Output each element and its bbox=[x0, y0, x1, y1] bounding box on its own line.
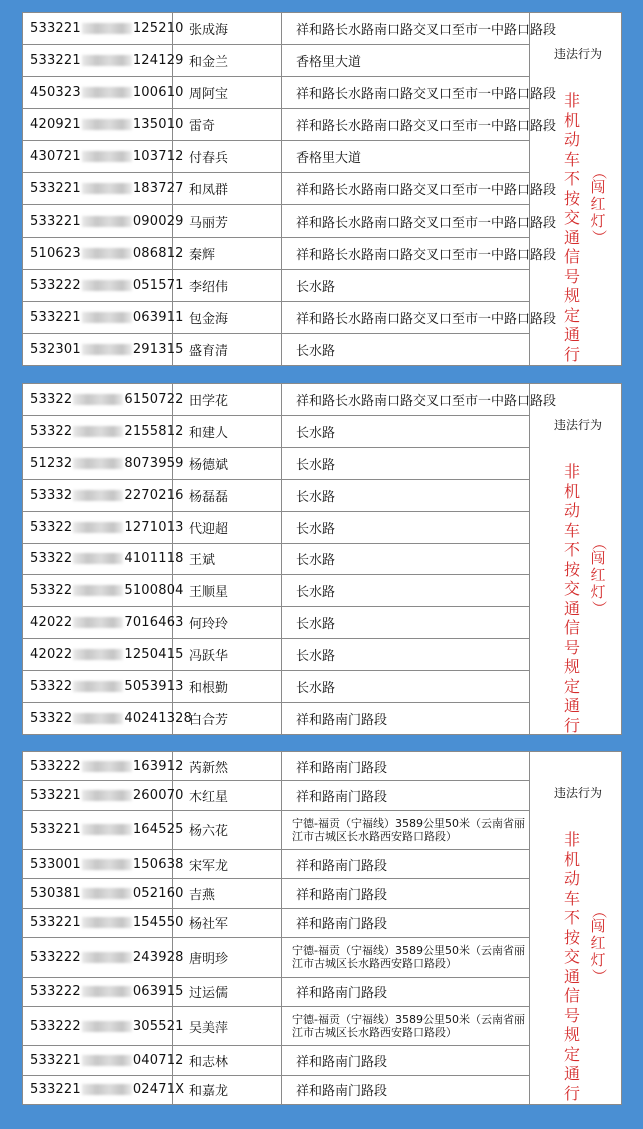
id-number-cell bbox=[23, 781, 184, 810]
location-cell: 宁德-福贡（宁福线）3589公里50米（云南省丽江市古城区长水路西安路口路段） bbox=[282, 937, 530, 977]
record-panel-3 bbox=[22, 751, 622, 1105]
location-cell: 祥和路南门路段 bbox=[282, 703, 530, 735]
name-cell: 杨德斌 bbox=[173, 447, 282, 479]
id-prefix: 42022 bbox=[30, 615, 73, 631]
name-cell: 和根勤 bbox=[173, 671, 282, 703]
id-redaction-blur bbox=[73, 617, 123, 628]
location-cell: 祥和路南门路段 bbox=[282, 977, 530, 1006]
id-redaction-blur bbox=[73, 522, 123, 533]
table-row bbox=[23, 415, 530, 447]
location-cell: 祥和路长水路南口路交叉口至市一中路口路段 bbox=[282, 205, 530, 237]
id-redaction-blur bbox=[82, 23, 132, 34]
id-prefix: 420921 bbox=[30, 117, 81, 133]
table-row bbox=[23, 45, 530, 77]
id-redaction-blur bbox=[82, 55, 132, 66]
id-prefix: 533222 bbox=[30, 277, 81, 293]
id-suffix: 6150722 bbox=[124, 391, 184, 407]
id-redaction-blur bbox=[82, 1084, 132, 1095]
violation-title: 违法行为 bbox=[554, 418, 603, 432]
name-cell: 吉燕 bbox=[173, 879, 282, 908]
id-redaction-blur bbox=[73, 713, 123, 724]
id-redaction-blur bbox=[82, 824, 132, 835]
table-row bbox=[23, 479, 530, 511]
table-row bbox=[23, 908, 530, 937]
id-number-cell bbox=[23, 415, 184, 447]
id-suffix: 1250415 bbox=[124, 647, 184, 663]
id-prefix: 533222 bbox=[30, 1018, 81, 1034]
table-row bbox=[23, 301, 530, 333]
id-number-cell bbox=[23, 543, 184, 575]
location-cell: 祥和路长水路南口路交叉口至市一中路口路段 bbox=[282, 237, 530, 269]
id-number-cell bbox=[23, 511, 184, 543]
id-suffix: 5100804 bbox=[124, 583, 184, 599]
violation-note: （ 闯 红 灯 ） bbox=[590, 535, 608, 616]
id-suffix: 2270216 bbox=[124, 487, 184, 503]
id-prefix: 533001 bbox=[30, 856, 81, 872]
id-number-cell bbox=[23, 269, 184, 301]
table-row bbox=[23, 1075, 530, 1104]
record-panel-2 bbox=[22, 383, 622, 735]
name-cell: 冯跃华 bbox=[173, 639, 282, 671]
id-suffix: 125210 bbox=[132, 21, 184, 37]
name-cell: 包金海 bbox=[173, 301, 282, 333]
id-suffix: 1271013 bbox=[124, 519, 184, 535]
id-suffix: 164525 bbox=[132, 822, 184, 838]
id-suffix: 052160 bbox=[132, 886, 184, 902]
id-prefix: 53322 bbox=[30, 423, 73, 439]
id-redaction-blur bbox=[82, 1055, 132, 1066]
table-row bbox=[23, 447, 530, 479]
id-prefix: 53322 bbox=[30, 519, 73, 535]
name-cell: 和嘉龙 bbox=[173, 1075, 282, 1104]
id-suffix: 154550 bbox=[132, 915, 184, 931]
location-cell: 祥和路长水路南口路交叉口至市一中路口路段 bbox=[282, 301, 530, 333]
id-suffix: 090029 bbox=[132, 213, 184, 229]
id-prefix: 53322 bbox=[30, 711, 73, 727]
id-redaction-blur bbox=[73, 394, 123, 405]
id-suffix: 124129 bbox=[132, 53, 184, 69]
id-number-cell bbox=[23, 479, 184, 511]
id-suffix: 063915 bbox=[132, 984, 184, 1000]
location-cell: 祥和路南门路段 bbox=[282, 908, 530, 937]
location-cell: 长水路 bbox=[282, 671, 530, 703]
record-table-1 bbox=[22, 12, 557, 366]
id-suffix: 260070 bbox=[132, 787, 184, 803]
id-suffix: 135010 bbox=[132, 117, 184, 133]
id-number-cell bbox=[23, 13, 184, 45]
id-redaction-blur bbox=[82, 248, 132, 259]
id-redaction-blur bbox=[73, 585, 123, 596]
id-suffix: 051571 bbox=[132, 277, 184, 293]
id-number-cell bbox=[23, 752, 184, 781]
id-number-cell bbox=[23, 575, 184, 607]
id-prefix: 533222 bbox=[30, 758, 81, 774]
id-prefix: 533222 bbox=[30, 949, 81, 965]
id-redaction-blur bbox=[82, 119, 132, 130]
name-cell: 白合芳 bbox=[173, 703, 282, 735]
id-redaction-blur bbox=[82, 216, 132, 227]
location-cell: 香格里大道 bbox=[282, 45, 530, 77]
violation-description: 非机动车不按交通信号规定通行 bbox=[564, 830, 581, 1103]
violation-description: 非机动车不按交通信号规定通行 bbox=[564, 91, 581, 364]
id-number-cell bbox=[23, 77, 184, 109]
id-redaction-blur bbox=[73, 490, 123, 501]
name-cell: 和金兰 bbox=[173, 45, 282, 77]
name-cell: 杨磊磊 bbox=[173, 479, 282, 511]
id-number-cell bbox=[23, 1075, 185, 1104]
table-row bbox=[23, 543, 530, 575]
id-number-cell bbox=[23, 703, 193, 735]
table-row bbox=[23, 13, 530, 45]
id-redaction-blur bbox=[82, 151, 132, 162]
id-suffix: 040712 bbox=[132, 1052, 184, 1068]
id-number-cell bbox=[23, 1046, 184, 1075]
id-number-cell bbox=[23, 447, 184, 479]
name-cell: 代迎超 bbox=[173, 511, 282, 543]
id-redaction-blur bbox=[73, 553, 123, 564]
table-row bbox=[23, 1006, 530, 1046]
violation-title: 违法行为 bbox=[554, 786, 603, 800]
violation-title: 违法行为 bbox=[554, 47, 603, 61]
id-prefix: 53322 bbox=[30, 583, 73, 599]
location-cell: 祥和路南门路段 bbox=[282, 850, 530, 879]
location-cell: 祥和路长水路南口路交叉口至市一中路口路段 bbox=[282, 77, 530, 109]
id-suffix: 086812 bbox=[132, 245, 184, 261]
id-prefix: 430721 bbox=[30, 149, 81, 165]
name-cell: 和志林 bbox=[173, 1046, 282, 1075]
id-prefix: 53332 bbox=[30, 487, 73, 503]
id-prefix: 533221 bbox=[30, 787, 81, 803]
name-cell: 王顺星 bbox=[173, 575, 282, 607]
id-suffix: 063911 bbox=[132, 309, 184, 325]
id-prefix: 533221 bbox=[30, 822, 81, 838]
name-cell: 和建人 bbox=[173, 415, 282, 447]
id-prefix: 532301 bbox=[30, 341, 81, 357]
location-cell: 香格里大道 bbox=[282, 141, 530, 173]
id-number-cell bbox=[23, 810, 184, 850]
name-cell: 唐明珍 bbox=[173, 937, 282, 977]
violation-column-3 bbox=[530, 751, 622, 1105]
id-number-cell bbox=[23, 333, 184, 365]
table-row bbox=[23, 511, 530, 543]
name-cell: 马丽芳 bbox=[173, 205, 282, 237]
table-row bbox=[23, 205, 530, 237]
id-prefix: 533221 bbox=[30, 21, 81, 37]
table-row bbox=[23, 671, 530, 703]
location-cell: 祥和路南门路段 bbox=[282, 1046, 530, 1075]
id-redaction-blur bbox=[82, 859, 132, 870]
id-number-cell bbox=[23, 173, 184, 205]
id-suffix: 4101118 bbox=[124, 551, 184, 567]
record-table-2 bbox=[22, 383, 557, 735]
id-redaction-blur bbox=[82, 87, 132, 98]
id-prefix: 51232 bbox=[30, 455, 73, 471]
id-prefix: 53322 bbox=[30, 551, 73, 567]
id-suffix: 183727 bbox=[132, 181, 184, 197]
id-prefix: 53322 bbox=[30, 391, 73, 407]
violation-note: （ 闯 红 灯 ） bbox=[590, 903, 608, 984]
id-suffix: 291315 bbox=[132, 341, 184, 357]
id-redaction-blur bbox=[82, 183, 132, 194]
record-table-3 bbox=[22, 751, 530, 1105]
location-cell: 宁德-福贡（宁福线）3589公里50米（云南省丽江市古城区长水路西安路口路段） bbox=[282, 810, 530, 850]
table-row bbox=[23, 607, 530, 639]
location-cell: 长水路 bbox=[282, 575, 530, 607]
table-row bbox=[23, 879, 530, 908]
id-redaction-blur bbox=[73, 649, 123, 660]
location-cell: 祥和路长水路南口路交叉口至市一中路口路段 bbox=[282, 384, 530, 416]
id-suffix: 100610 bbox=[132, 85, 184, 101]
name-cell: 杨六花 bbox=[173, 810, 282, 850]
table-row bbox=[23, 1046, 530, 1075]
id-prefix: 533221 bbox=[30, 1052, 81, 1068]
id-number-cell bbox=[23, 45, 184, 77]
name-cell: 王斌 bbox=[173, 543, 282, 575]
location-cell: 祥和路南门路段 bbox=[282, 879, 530, 908]
name-cell: 田学花 bbox=[173, 384, 282, 416]
name-cell: 付春兵 bbox=[173, 141, 282, 173]
location-cell: 祥和路长水路南口路交叉口至市一中路口路段 bbox=[282, 173, 530, 205]
name-cell: 芮新然 bbox=[173, 752, 282, 781]
table-row bbox=[23, 575, 530, 607]
name-cell: 过运儒 bbox=[173, 977, 282, 1006]
id-prefix: 510623 bbox=[30, 245, 81, 261]
table-row bbox=[23, 333, 530, 365]
id-number-cell bbox=[23, 937, 184, 977]
id-suffix: 2155812 bbox=[124, 423, 184, 439]
id-suffix: 150638 bbox=[132, 856, 184, 872]
id-redaction-blur bbox=[82, 917, 132, 928]
id-number-cell bbox=[23, 141, 184, 173]
id-number-cell bbox=[23, 639, 184, 671]
name-cell: 宋军龙 bbox=[173, 850, 282, 879]
id-prefix: 533221 bbox=[30, 213, 81, 229]
id-number-cell bbox=[23, 908, 184, 937]
location-cell: 长水路 bbox=[282, 639, 530, 671]
id-redaction-blur bbox=[73, 681, 123, 692]
id-suffix: 40241328 bbox=[124, 711, 193, 727]
violation-note: （ 闯 红 灯 ） bbox=[590, 164, 608, 245]
name-cell: 木红星 bbox=[173, 781, 282, 810]
id-suffix: 7016463 bbox=[124, 615, 184, 631]
id-redaction-blur bbox=[73, 458, 123, 469]
name-cell: 盛育清 bbox=[173, 333, 282, 365]
table-row bbox=[23, 237, 530, 269]
name-cell: 杨社军 bbox=[173, 908, 282, 937]
id-suffix: 243928 bbox=[132, 949, 184, 965]
id-prefix: 533221 bbox=[30, 1082, 81, 1098]
id-redaction-blur bbox=[73, 426, 123, 437]
table-row bbox=[23, 639, 530, 671]
location-cell: 长水路 bbox=[282, 511, 530, 543]
table-row bbox=[23, 977, 530, 1006]
id-redaction-blur bbox=[82, 986, 132, 997]
location-cell: 祥和路南门路段 bbox=[282, 752, 530, 781]
violation-description: 非机动车不按交通信号规定通行 bbox=[564, 462, 581, 735]
location-cell: 长水路 bbox=[282, 333, 530, 365]
id-redaction-blur bbox=[82, 761, 132, 772]
location-cell: 祥和路南门路段 bbox=[282, 781, 530, 810]
id-prefix: 533221 bbox=[30, 309, 81, 325]
table-row bbox=[23, 77, 530, 109]
id-redaction-blur bbox=[82, 952, 132, 963]
name-cell: 李绍伟 bbox=[173, 269, 282, 301]
location-cell: 长水路 bbox=[282, 269, 530, 301]
id-redaction-blur bbox=[82, 312, 132, 323]
id-prefix: 533221 bbox=[30, 181, 81, 197]
id-suffix: 5053913 bbox=[124, 679, 184, 695]
location-cell: 祥和路南门路段 bbox=[282, 1075, 530, 1104]
name-cell: 何玲玲 bbox=[173, 607, 282, 639]
id-number-cell bbox=[23, 977, 184, 1006]
table-row bbox=[23, 141, 530, 173]
id-prefix: 530381 bbox=[30, 886, 81, 902]
id-redaction-blur bbox=[82, 888, 132, 899]
id-number-cell bbox=[23, 109, 184, 141]
name-cell: 雷奇 bbox=[173, 109, 282, 141]
id-number-cell bbox=[23, 671, 184, 703]
id-number-cell bbox=[23, 1006, 184, 1046]
violation-column-1 bbox=[530, 12, 622, 366]
table-row bbox=[23, 781, 530, 810]
violation-column-2 bbox=[530, 383, 622, 735]
id-number-cell bbox=[23, 850, 184, 879]
id-suffix: 8073959 bbox=[124, 455, 184, 471]
id-prefix: 533222 bbox=[30, 984, 81, 1000]
name-cell: 周阿宝 bbox=[173, 77, 282, 109]
name-cell: 吴美萍 bbox=[173, 1006, 282, 1046]
table-row bbox=[23, 937, 530, 977]
location-cell: 祥和路长水路南口路交叉口至市一中路口路段 bbox=[282, 109, 530, 141]
id-prefix: 533221 bbox=[30, 915, 81, 931]
location-cell: 长水路 bbox=[282, 543, 530, 575]
location-cell: 祥和路长水路南口路交叉口至市一中路口路段 bbox=[282, 13, 530, 45]
id-suffix: 305521 bbox=[132, 1018, 184, 1034]
id-suffix: 103712 bbox=[132, 149, 184, 165]
id-prefix: 533221 bbox=[30, 53, 81, 69]
id-redaction-blur bbox=[82, 280, 132, 291]
id-number-cell bbox=[23, 879, 184, 908]
id-redaction-blur bbox=[82, 344, 132, 355]
table-row bbox=[23, 850, 530, 879]
location-cell: 宁德-福贡（宁福线）3589公里50米（云南省丽江市古城区长水路西安路口路段） bbox=[282, 1006, 530, 1046]
record-panel-1 bbox=[22, 12, 622, 366]
id-suffix: 02471X bbox=[132, 1082, 185, 1098]
table-row bbox=[23, 752, 530, 781]
name-cell: 张成海 bbox=[173, 13, 282, 45]
name-cell: 秦辉 bbox=[173, 237, 282, 269]
table-row bbox=[23, 810, 530, 850]
location-cell: 长水路 bbox=[282, 415, 530, 447]
id-prefix: 42022 bbox=[30, 647, 73, 663]
name-cell: 和凤群 bbox=[173, 173, 282, 205]
location-cell: 长水路 bbox=[282, 479, 530, 511]
location-cell: 长水路 bbox=[282, 607, 530, 639]
id-number-cell bbox=[23, 237, 184, 269]
table-row bbox=[23, 384, 530, 416]
table-row bbox=[23, 269, 530, 301]
id-redaction-blur bbox=[82, 1021, 132, 1032]
id-number-cell bbox=[23, 384, 184, 416]
table-row bbox=[23, 173, 530, 205]
id-number-cell bbox=[23, 205, 184, 237]
table-row bbox=[23, 703, 530, 735]
table-row bbox=[23, 109, 530, 141]
id-prefix: 450323 bbox=[30, 85, 81, 101]
id-number-cell bbox=[23, 607, 184, 639]
id-prefix: 53322 bbox=[30, 679, 73, 695]
id-redaction-blur bbox=[82, 790, 132, 801]
id-suffix: 163912 bbox=[132, 758, 184, 774]
location-cell: 长水路 bbox=[282, 447, 530, 479]
id-number-cell bbox=[23, 301, 184, 333]
